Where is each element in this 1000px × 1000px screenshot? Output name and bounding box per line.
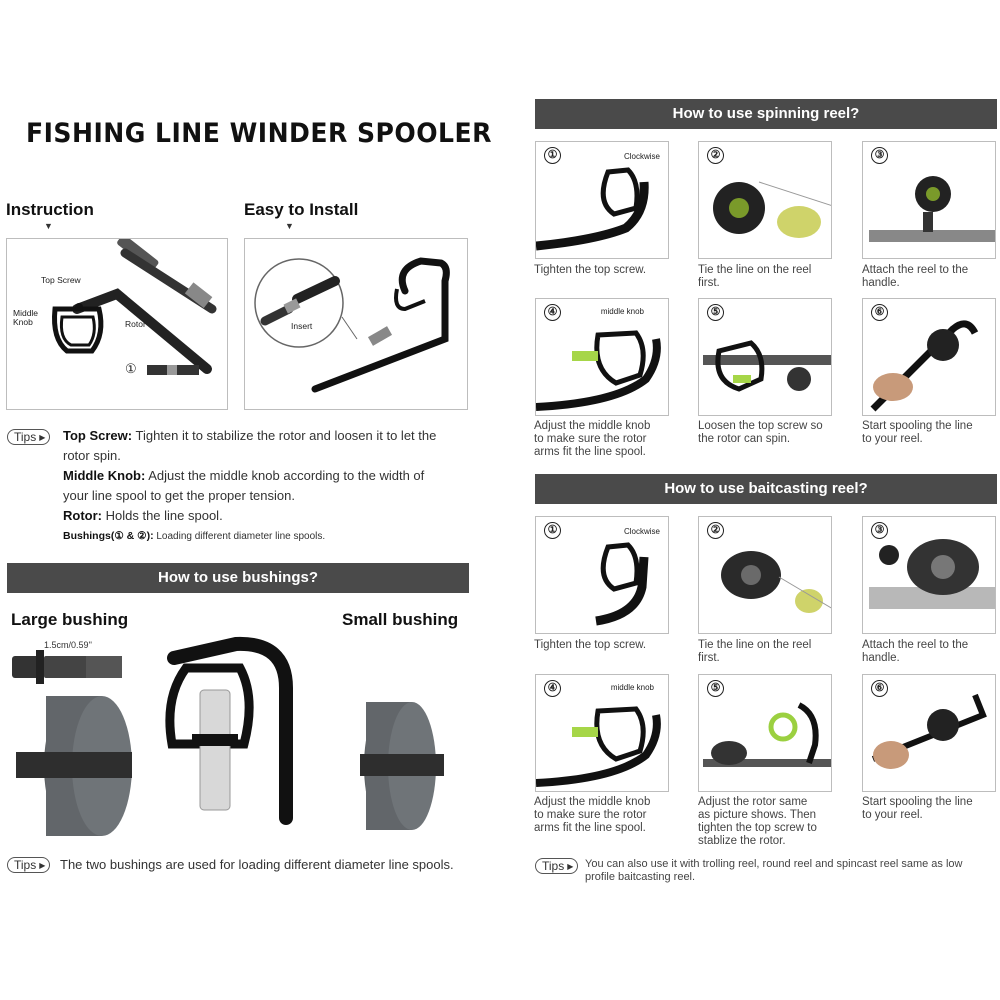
spinning-caption-1: Tighten the top screw. — [534, 264, 647, 276]
spinning-caption-2: Tie the line on the reel first. — [698, 264, 812, 289]
install-figure — [244, 238, 468, 410]
tip-bushings: Bushings(① & ②): Loading different diameter line spools. — [63, 530, 326, 542]
rotor-label: Rotor — [125, 319, 146, 329]
tips-badge — [7, 429, 50, 445]
top-screw-label: Top Screw — [41, 275, 81, 285]
baitcasting-step-4: ④ middle knob — [535, 674, 669, 792]
install-illustration — [245, 239, 468, 410]
baitcasting-step-5: ⑤ — [698, 674, 832, 792]
bottom-tip-text: You can also use it with trolling reel, round reel and spincast reel same as low profile baitcasting reel. — [585, 858, 963, 883]
baitcasting-step-2: ② — [698, 516, 832, 634]
spinning-caption-5: Loosen the top screw so the rotor can spin. — [698, 420, 823, 445]
play-icon: ▶ — [39, 860, 46, 870]
spinning-step-5: ⑤ — [698, 298, 832, 416]
baitcasting-caption-2: Tie the line on the reel first. — [698, 639, 812, 664]
clockwise-label: Clockwise — [623, 527, 660, 536]
spinning-step-2: ② — [698, 141, 832, 259]
tips-badge: Tips ▶ — [7, 857, 50, 873]
middle-knob-label: middle knob — [600, 307, 644, 316]
clockwise-label: Clockwise — [623, 152, 660, 161]
baitcasting-caption-5: Adjust the rotor same as picture shows. Then tighten the top screw to stablize the rotor. — [698, 796, 817, 847]
play-icon: ▶ — [567, 861, 574, 871]
spinning-caption-3: Attach the reel to the handle. — [862, 264, 969, 289]
tip-middle-knob-cont: your line spool to get the proper tension. — [63, 488, 295, 503]
baitcasting-step-1: ① Clockwise — [535, 516, 669, 634]
spinning-step-6: ⑥ — [862, 298, 996, 416]
tip-middle-knob: Middle Knob: Adjust the middle knob according to the width of — [63, 468, 425, 483]
baitcasting-step-3: ③ — [862, 516, 996, 634]
install-heading: Easy to Install — [244, 200, 359, 219]
bushing-dimension: 1.5cm/0.59'' — [44, 640, 92, 650]
baitcasting-caption-1: Tighten the top screw. — [534, 639, 647, 651]
caret-down-icon: ▼ — [285, 221, 294, 231]
instruction-figure — [6, 238, 228, 410]
small-bushing-label: Small bushing — [342, 610, 459, 629]
middle-knob-label: middle knob — [610, 683, 654, 692]
baitcasting-step-6: ⑥ — [862, 674, 996, 792]
insert-label: Insert — [291, 321, 313, 331]
tip-top-screw-cont: rotor spin. — [63, 448, 121, 463]
bushings-tip-text: The two bushings are used for loading different diameter line spools. — [60, 857, 454, 872]
large-bushing-label: Large bushing — [11, 610, 129, 629]
play-icon: ▶ — [39, 432, 46, 442]
baitcasting-caption-4: Adjust the middle knob to make sure the rotor arms fit the line spool. — [534, 796, 651, 834]
tips-label: Tips — [14, 430, 37, 444]
tips-list — [63, 426, 463, 547]
page-title: FISHING LINE WINDER SPOOLER — [26, 118, 492, 149]
tips-badge: Tips ▶ — [535, 858, 578, 874]
bushings-illustration — [6, 628, 470, 840]
baitcasting-caption-3: Attach the reel to the handle. — [862, 639, 969, 664]
spinning-section-bar: How to use spinning reel? — [535, 99, 997, 129]
tip-rotor: Rotor: Holds the line spool. — [63, 508, 223, 523]
caret-down-icon: ▼ — [44, 221, 53, 231]
baitcasting-section-bar: How to use baitcasting reel? — [535, 474, 997, 504]
bushings-section-bar: How to use bushings? — [7, 563, 469, 593]
spinning-step-4: ④ middle knob — [535, 298, 669, 416]
tip-top-screw: Top Screw: Tighten it to stabilize the rotor and loosen it to let the — [63, 428, 437, 443]
spinning-caption-6: Start spooling the line to your reel. — [862, 420, 973, 445]
spinning-caption-4: Adjust the middle knob to make sure the rotor arms fit the line spool. — [534, 420, 651, 458]
baitcasting-caption-6: Start spooling the line to your reel. — [862, 796, 973, 821]
spinning-step-1: ① Clockwise — [535, 141, 669, 259]
middle-knob-label: Middle Knob — [13, 308, 39, 327]
bushing-number: ① — [125, 361, 137, 376]
instruction-heading: Instruction — [6, 200, 94, 219]
spinning-step-3: ③ — [862, 141, 996, 259]
